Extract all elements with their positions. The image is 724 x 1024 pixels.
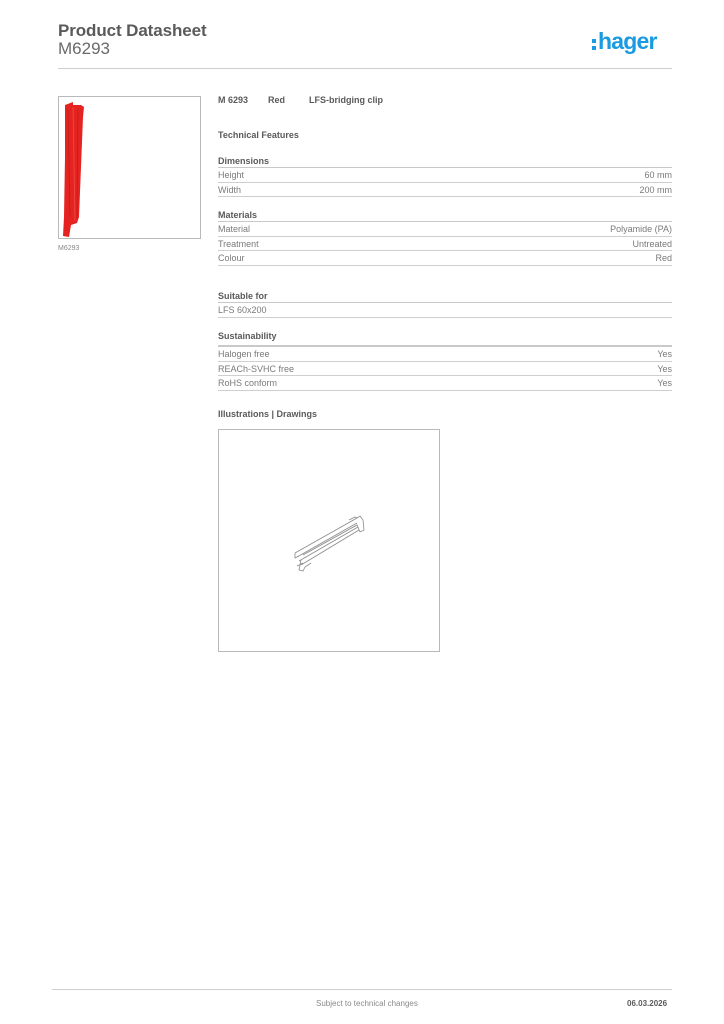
product-summary [218, 95, 672, 107]
table-row [218, 183, 672, 198]
technical-features-heading: Technical Features [218, 130, 299, 140]
footer-divider [52, 989, 672, 990]
photo-caption: M6293 [58, 245, 80, 252]
section-title: Materials [218, 209, 672, 222]
section-sustainability [218, 330, 672, 391]
row-label: Width [218, 184, 242, 195]
product-photo [58, 96, 201, 239]
row-label: Height [218, 170, 245, 180]
section-dimensions [218, 155, 672, 197]
row-value: Polyamide (PA) [610, 224, 672, 234]
row-label: Halogen free [218, 349, 270, 359]
table-row [218, 347, 672, 362]
product-code: M 6293 [218, 95, 249, 105]
row-label: RoHS conform [218, 378, 278, 389]
footer-note: Subject to technical changes [316, 999, 418, 1008]
product-colour: Red [268, 95, 286, 105]
section-suitable-for [218, 290, 672, 318]
datasheet-content [218, 95, 672, 419]
logo-colon-icon [592, 39, 596, 50]
row-value: Yes [657, 349, 672, 359]
row-value: Red [655, 253, 672, 264]
red-clip-image [59, 97, 200, 238]
header-divider [58, 68, 672, 69]
technical-drawing [218, 429, 440, 652]
row-label: LFS 60x200 [218, 305, 267, 315]
section-title: Suitable for [218, 290, 672, 303]
table-row [218, 237, 672, 252]
table-row [218, 222, 672, 237]
hager-logo [592, 28, 657, 55]
row-label: REACh-SVHC free [218, 363, 295, 374]
section-title: Dimensions [218, 155, 672, 168]
row-label: Treatment [218, 238, 259, 249]
row-value: Yes [657, 363, 672, 374]
logo-text: hager [598, 28, 657, 54]
table-row [218, 251, 672, 266]
row-value: 200 mm [639, 184, 672, 195]
section-materials [218, 209, 672, 266]
table-row [218, 303, 672, 318]
product-name: LFS-bridging clip [309, 95, 383, 105]
table-row [218, 168, 672, 183]
row-value: Untreated [632, 238, 672, 249]
row-value: 60 mm [644, 170, 672, 180]
page-title: Product Datasheet [58, 21, 207, 40]
footer-date: 06.03.2026 [627, 999, 668, 1008]
table-row [218, 362, 672, 377]
illustrations-heading: Illustrations | Drawings [218, 409, 318, 419]
section-title: Sustainability [218, 330, 672, 347]
row-label: Material [218, 224, 251, 234]
clip-line-drawing [219, 430, 439, 651]
row-value: Yes [657, 378, 672, 389]
product-number: M6293 [58, 39, 110, 58]
row-label: Colour [218, 253, 245, 264]
table-row [218, 376, 672, 391]
